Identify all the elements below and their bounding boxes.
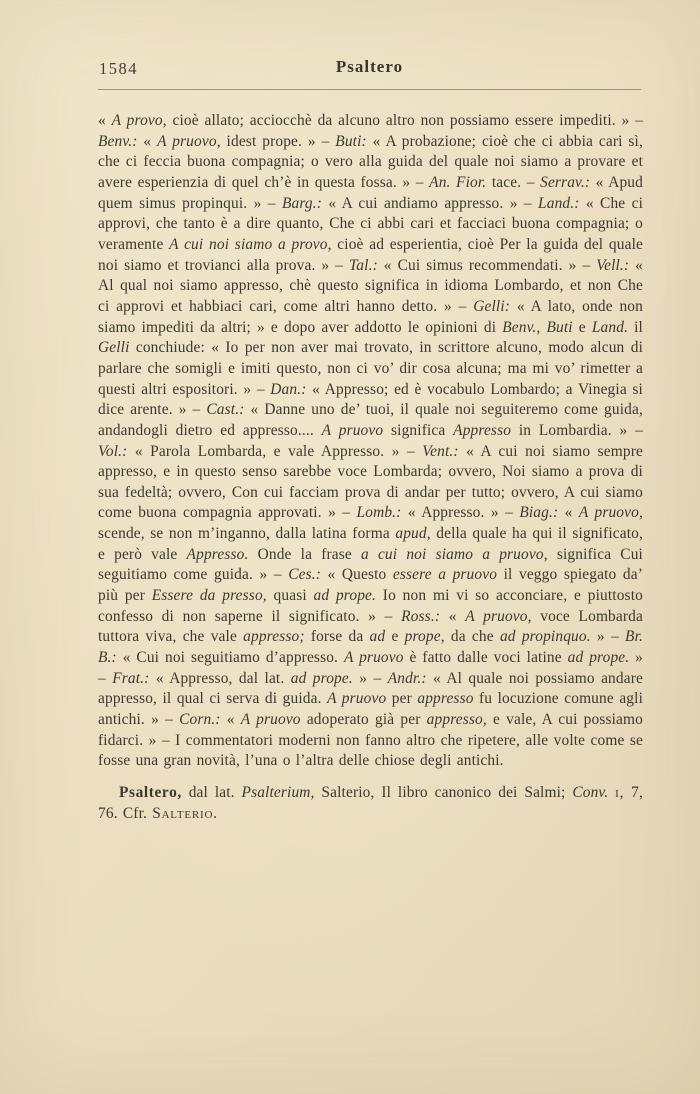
text-run: della quale ha qui il significato, e però vale [98, 525, 643, 563]
text-run: tace. – [486, 173, 541, 191]
text-run: « Appresso; ed è vocabulo Lombardo; a Vinegia si dice arente. » – [98, 380, 643, 419]
text-run: « Questo [321, 566, 393, 584]
text-run: idest prope. » – [220, 132, 336, 150]
text-run: e [572, 318, 592, 336]
text-run: « Cui simus recommendati. » – [377, 256, 597, 274]
italic-text: a cui noi siamo a pruovo, [360, 545, 548, 563]
header-rule [98, 89, 641, 90]
italic-text: A pruovo, [578, 504, 643, 522]
text-run: « Appresso. » – [401, 504, 520, 522]
italic-text: Conv. [572, 784, 609, 801]
text-run: significa [383, 421, 454, 439]
italic-text: Vol.: [98, 442, 128, 460]
italic-text: Ross.: [401, 607, 441, 625]
text-run: « Al qual noi siamo appresso, chè questo significa in idioma Lombardo, et non Che ci approvi et habbiaci cari, come altri hanno detto. » – [98, 256, 644, 315]
italic-text: A cui noi siamo a provo, [169, 235, 332, 253]
italic-text: Cast.: [206, 401, 245, 419]
text-run: » – [590, 628, 626, 646]
italic-text: Andr.: [387, 669, 427, 687]
text-run: il [628, 318, 643, 336]
italic-text: essere a pruovo [392, 566, 498, 584]
italic-text: A pruovo, [157, 132, 221, 150]
italic-text: A pruovo [343, 649, 404, 667]
text-run: Io non mi vi so acconciare, e piuttosto confesso di non saperne il significato. » – [98, 587, 643, 625]
entry-a-provo [98, 111, 643, 772]
text-run: « A cui andiamo appresso. » – [322, 194, 539, 212]
italic-text: Vell.: [596, 256, 630, 274]
text-run: fu locuzione comune agli antichi. » – [98, 690, 643, 729]
italic-text: Land.: [538, 194, 580, 212]
text-run: « [440, 607, 466, 625]
italic-text: A pruovo [240, 711, 301, 729]
italic-text: Tal.: [349, 256, 378, 274]
text-run: » – [352, 669, 388, 687]
page-header [0, 0, 700, 89]
italic-text: Benv., Buti [502, 318, 573, 336]
text-run: « [220, 711, 241, 729]
text-run: « Apud quem simus propinqui. » – [98, 173, 643, 212]
text-run: « A lato, onde non siamo impediti da altri; » e dopo aver addotto le opinioni di [98, 297, 643, 336]
italic-text: A provo, [111, 112, 167, 129]
text-run: in Lombardia. » – [511, 421, 643, 439]
italic-text: Frat.: [112, 669, 150, 687]
italic-text: Psalterium, [241, 784, 315, 801]
text-run: « [98, 112, 112, 129]
text-run: cioè ad esperientia, cioè Per la guida del quale noi siamo et trovianci alla prova. » – [98, 235, 643, 274]
italic-text: Appresso [453, 421, 512, 439]
text-run: « [558, 504, 579, 522]
text-run: conchiude: « Io per non aver mai trovato, in scrittore alcuno, modo alcun di parlare che somigli e imiti questo, non ci vo’ dir cosa alcuna; ma mi vo’ rimetter a questi altri espositori. » – [98, 339, 643, 398]
text-run: voce Lombarda tuttora viva, che vale [98, 607, 643, 646]
italic-text: A pruovo [321, 421, 384, 439]
text-run: « [137, 132, 158, 150]
small-caps-text: Salterio. [152, 804, 218, 822]
italic-text: ad prope. [567, 649, 630, 667]
italic-text: Barg.: [281, 194, 323, 212]
text-run: 7, 76. Cfr. [98, 784, 643, 822]
text-run: Onde la frase [248, 545, 361, 563]
text-run: dal lat. [181, 784, 242, 801]
italic-text: Appresso. [186, 545, 249, 563]
italic-text: ad prope. [290, 669, 353, 687]
text-run: « A probazione; cioè che ci abbia cari sì, che ci feccia buona compagnia; o vero alla guida del quale noi siamo a provare et avere esperienzia di quel ch’è in questa fossa. » – [98, 132, 643, 191]
text-run: quasi [266, 587, 314, 605]
entry-psaltero [98, 783, 643, 824]
running-title: Psaltero [335, 57, 404, 76]
text-run: « Parola Lombarda, e vale Appresso. » – [127, 442, 423, 460]
italic-text: Land. [591, 318, 629, 336]
text-run: forse da [304, 628, 370, 646]
text-run: e [385, 628, 405, 646]
italic-text: Benv.: [98, 132, 138, 150]
italic-text: Biag.: [519, 504, 559, 522]
small-caps-text: i, [615, 784, 625, 801]
text-run: adoperato già per [300, 711, 427, 729]
text-block [98, 111, 643, 824]
text-run: » – [98, 649, 644, 687]
text-run: « Al quale noi possiamo andare appresso, il qual ci serva di guida. [98, 669, 643, 708]
text-run: per [386, 690, 418, 708]
italic-text: Gelli: [473, 297, 511, 315]
italic-text: A pruovo [327, 690, 387, 708]
italic-text: Br. B.: [98, 628, 643, 667]
italic-text: appresso, [426, 711, 487, 729]
text-run: scende, se non m’inganno, dalla latina forma [98, 525, 396, 543]
italic-text: Serrav.: [540, 173, 591, 191]
italic-text: Ces.: [288, 566, 321, 584]
italic-text: Essere da presso, [151, 587, 267, 605]
italic-text: ad [369, 628, 386, 646]
italic-text: prope, [404, 628, 445, 646]
page-number: 1584 [99, 59, 138, 78]
italic-text: A pruovo, [465, 607, 532, 625]
italic-text: appresso [417, 690, 474, 708]
text-run: « Danne uno de’ tuoi, il quale noi seguiteremo come guida, andandogli dietro ed appresso.... [98, 401, 643, 439]
text-run: « A cui noi siamo sempre appresso, e in questo senso sarebbe voce Lombarda; ovvero, Noi siamo a prova di sua fedeltà; ovvero, Con cui facciam prova di andar per tutto; ovvero, A cui siamo come buona compagnia approvati. » – [98, 442, 643, 522]
italic-text: Buti: [335, 132, 367, 150]
text-run: « Appresso, dal lat. [149, 669, 291, 687]
text-run: « Che ci approvi, che tanto è a dire quanto, Che ci abbi cari et facciaci buona compagnia; o veramente [98, 194, 643, 253]
text-run: il veggo spiegato da’ più per [98, 566, 643, 605]
italic-text: Corn.: [179, 711, 221, 729]
text-run: significa Cui seguitiamo come guida. » – [98, 545, 643, 584]
text-run: « Cui noi seguitiamo d’appresso. [116, 649, 344, 667]
text-run: cioè allato; acciocchè da alcuno altro non possiamo essere impediti. » – [166, 112, 643, 129]
italic-text: ad propinquo. [499, 628, 591, 646]
italic-text: apud, [395, 525, 431, 543]
italic-text: Lomb.: [356, 504, 402, 522]
italic-text: Gelli [98, 339, 130, 357]
italic-text: An. Fior. [429, 173, 487, 191]
italic-text: appresso; [243, 628, 305, 646]
italic-text: ad prope. [313, 587, 377, 605]
text-run: e vale, A cui possiamo fidarci. » – I commentatori moderni non fanno altro che ripetere, alle volte come se fosse una gran novità, l’una o l’altra delle chiose degli antichi. [98, 711, 643, 770]
text-run: è fatto dalle voci latine [403, 649, 568, 667]
italic-text: Vent.: [422, 442, 459, 460]
text-run: da che [444, 628, 500, 646]
text-run: Salterio, Il libro canonico dei Salmi; [314, 784, 573, 801]
bold-text: Psaltero, [119, 784, 182, 801]
italic-text: Dan.: [270, 380, 307, 398]
